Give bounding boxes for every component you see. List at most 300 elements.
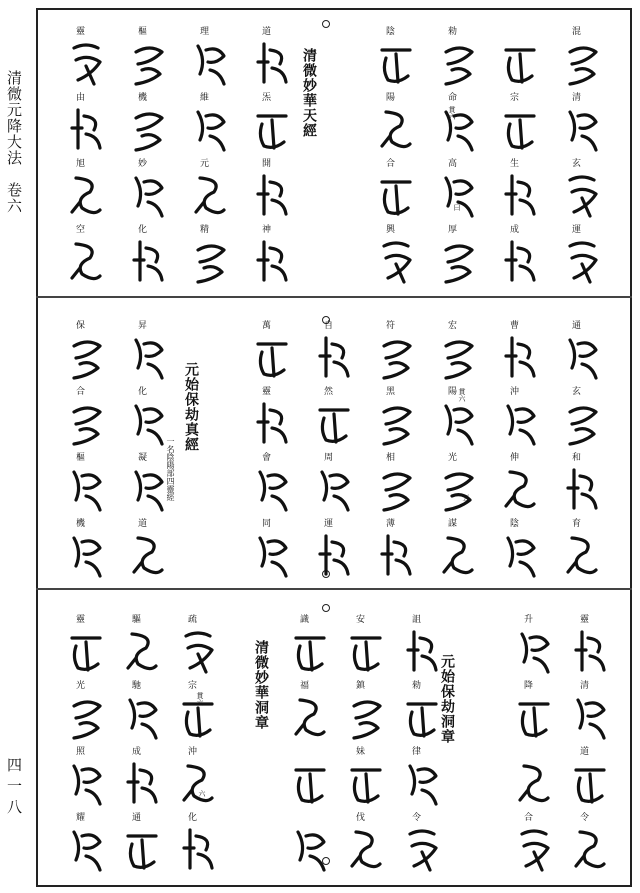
panel-divider-1 — [36, 296, 632, 298]
seal-glyph-cell — [344, 746, 390, 812]
gloss-character: 通 — [132, 813, 142, 823]
gloss-character: 和 — [572, 453, 582, 463]
talisman-glyph — [348, 628, 384, 674]
talisman-glyph — [378, 106, 414, 152]
talisman-glyph — [192, 40, 228, 86]
talisman-glyph — [68, 826, 104, 872]
seal-glyph-cell — [436, 386, 482, 452]
talisman-glyph — [516, 826, 552, 872]
panel-bottom — [38, 604, 630, 882]
seal-glyph-cell — [512, 746, 558, 812]
seal-glyph-cell — [498, 320, 544, 386]
talisman-glyph — [564, 400, 600, 446]
talisman-glyph — [180, 826, 216, 872]
talisman-glyph — [254, 238, 290, 284]
gloss-character: 陰 — [510, 519, 520, 529]
seal-glyph-cell — [188, 92, 234, 158]
gloss-character: 成 — [510, 225, 520, 235]
volume-title: 清微元降大法 卷六 — [5, 70, 23, 214]
heading-note: 一名陰陽部四靈經 — [166, 437, 175, 501]
talisman-glyph — [68, 760, 104, 806]
seal-glyph-cell — [250, 158, 296, 224]
gloss-character: 機 — [76, 519, 86, 529]
gloss-character: 萬 — [262, 321, 272, 331]
talisman-glyph — [502, 532, 538, 578]
gloss-character: 運 — [572, 225, 582, 235]
talisman-glyph — [292, 628, 328, 674]
seal-glyph-cell — [568, 812, 614, 878]
gloss-character: 馳 — [132, 681, 142, 691]
talisman-glyph — [130, 106, 166, 152]
gloss-character: 相 — [386, 453, 396, 463]
gloss-character: 炁 — [262, 93, 272, 103]
talisman-glyph — [192, 106, 228, 152]
talisman-glyph — [564, 40, 600, 86]
seal-glyph-cell — [498, 26, 544, 92]
seal-glyph-cell — [312, 452, 358, 518]
talisman-glyph — [68, 628, 104, 674]
panel-heading: 元始保劫真經 — [183, 362, 199, 452]
margin-mark: 貫六 — [458, 388, 466, 402]
seal-glyph-cell — [436, 518, 482, 584]
talisman-glyph — [68, 172, 104, 218]
gloss-character: 精 — [200, 225, 210, 235]
talisman-glyph — [564, 334, 600, 380]
talisman-glyph — [502, 40, 538, 86]
talisman-glyph — [378, 172, 414, 218]
gloss-character: 化 — [138, 387, 148, 397]
gloss-character: 道 — [138, 519, 148, 529]
gloss-character: 旭 — [76, 159, 86, 169]
gloss-character: 光 — [448, 453, 458, 463]
talisman-glyph — [192, 172, 228, 218]
seal-glyph-cell — [436, 158, 482, 224]
seal-glyph-cell — [120, 614, 166, 680]
seal-glyph-cell — [512, 614, 558, 680]
talisman-glyph — [572, 760, 608, 806]
seal-glyph-cell — [64, 452, 110, 518]
seal-glyph-cell — [374, 386, 420, 452]
seal-glyph-cell — [374, 320, 420, 386]
panel-top — [38, 18, 630, 294]
seal-glyph-cell — [126, 26, 172, 92]
seal-glyph-cell — [64, 158, 110, 224]
gloss-character: 由 — [76, 93, 86, 103]
talisman-glyph — [440, 532, 476, 578]
gloss-character: 照 — [76, 747, 86, 757]
gloss-character: 周 — [324, 453, 334, 463]
seal-glyph-cell — [374, 452, 420, 518]
seal-glyph-cell — [512, 812, 558, 878]
seal-glyph-cell — [64, 614, 110, 680]
seal-glyph-cell — [436, 320, 482, 386]
gloss-character: 黑 — [386, 387, 396, 397]
gloss-character: 道 — [580, 747, 590, 757]
gloss-character: 開 — [262, 159, 272, 169]
seal-glyph-cell — [126, 158, 172, 224]
gloss-character: 陰 — [386, 27, 396, 37]
seal-glyph-cell — [250, 26, 296, 92]
gloss-character: 會 — [262, 453, 272, 463]
seal-glyph-cell — [560, 386, 606, 452]
talisman-glyph — [68, 466, 104, 512]
seal-glyph-cell — [188, 26, 234, 92]
talisman-glyph — [254, 40, 290, 86]
gloss-character: 玄 — [572, 159, 582, 169]
seal-glyph-cell — [498, 158, 544, 224]
talisman-glyph — [440, 40, 476, 86]
talisman-glyph — [378, 238, 414, 284]
margin-mark: 五 — [462, 494, 470, 501]
gloss-character: 妙 — [138, 159, 148, 169]
gloss-character: 合 — [386, 159, 396, 169]
seal-glyph-cell — [436, 224, 482, 290]
seal-glyph-cell — [400, 614, 446, 680]
gloss-character: 機 — [138, 93, 148, 103]
gloss-character: 識 — [300, 615, 310, 625]
talisman-glyph — [404, 760, 440, 806]
seal-glyph-cell — [400, 812, 446, 878]
seal-glyph-cell — [312, 320, 358, 386]
gloss-character: 道 — [262, 27, 272, 37]
gloss-character: 元 — [200, 159, 210, 169]
talisman-glyph — [130, 334, 166, 380]
talisman-glyph — [192, 238, 228, 284]
talisman-glyph — [254, 532, 290, 578]
talisman-glyph — [502, 106, 538, 152]
talisman-glyph — [440, 172, 476, 218]
talisman-glyph — [124, 826, 160, 872]
seal-glyph-cell — [560, 518, 606, 584]
gloss-character: 勑 — [448, 27, 458, 37]
gloss-character: 厚 — [448, 225, 458, 235]
seal-glyph-cell — [250, 224, 296, 290]
seal-glyph-cell — [126, 386, 172, 452]
seal-glyph-cell — [498, 386, 544, 452]
seal-glyph-cell — [188, 158, 234, 224]
gloss-character: 昇 — [138, 321, 148, 331]
panel-heading: 清微妙華洞章 — [253, 640, 269, 730]
gloss-character: 靈 — [262, 387, 272, 397]
gloss-character: 理 — [200, 27, 210, 37]
gloss-character: 符 — [386, 321, 396, 331]
seal-glyph-cell — [64, 680, 110, 746]
panel-divider-2 — [36, 588, 632, 590]
seal-glyph-cell — [250, 92, 296, 158]
talisman-glyph — [572, 826, 608, 872]
talisman-glyph — [502, 172, 538, 218]
panel-middle — [38, 312, 630, 586]
talisman-glyph — [404, 694, 440, 740]
seal-glyph-cell — [498, 224, 544, 290]
talisman-glyph — [378, 532, 414, 578]
gloss-character: 曹 — [510, 321, 520, 331]
seal-glyph-cell — [312, 386, 358, 452]
gloss-character: 化 — [138, 225, 148, 235]
seal-glyph-cell — [288, 614, 334, 680]
talisman-glyph — [130, 400, 166, 446]
seal-glyph-cell — [560, 26, 606, 92]
talisman-glyph — [404, 826, 440, 872]
talisman-glyph — [316, 466, 352, 512]
talisman-glyph — [68, 40, 104, 86]
talisman-glyph — [68, 532, 104, 578]
talisman-glyph — [292, 694, 328, 740]
talisman-glyph — [348, 826, 384, 872]
gloss-character: 然 — [324, 387, 334, 397]
margin-mark: 曰 — [453, 204, 461, 211]
gloss-character: 光 — [76, 681, 86, 691]
seal-glyph-cell — [374, 26, 420, 92]
talisman-glyph — [348, 760, 384, 806]
seal-glyph-cell — [400, 680, 446, 746]
gloss-character: 宏 — [448, 321, 458, 331]
seal-glyph-cell — [64, 812, 110, 878]
gloss-character: 自 — [324, 321, 334, 331]
talisman-glyph — [502, 400, 538, 446]
seal-glyph-cell — [64, 26, 110, 92]
talisman-glyph — [572, 628, 608, 674]
seal-glyph-cell — [126, 452, 172, 518]
seal-glyph-cell — [400, 746, 446, 812]
gloss-character: 同 — [262, 519, 272, 529]
gloss-character: 玄 — [572, 387, 582, 397]
seal-glyph-cell — [126, 320, 172, 386]
gloss-character: 神 — [262, 225, 272, 235]
margin-mark: 六 — [198, 790, 206, 797]
talisman-glyph — [130, 40, 166, 86]
seal-glyph-cell — [512, 680, 558, 746]
gloss-character: 保 — [76, 321, 86, 331]
gloss-character: 命 — [448, 93, 458, 103]
gloss-character: 靈 — [76, 27, 86, 37]
seal-glyph-cell — [568, 680, 614, 746]
seal-glyph-cell — [374, 518, 420, 584]
talisman-glyph — [316, 400, 352, 446]
gloss-character: 薄 — [386, 519, 396, 529]
talisman-glyph — [124, 694, 160, 740]
gloss-character: 令 — [580, 813, 590, 823]
seal-glyph-cell — [560, 224, 606, 290]
gloss-character: 驅 — [132, 615, 142, 625]
seal-glyph-cell — [288, 812, 334, 878]
talisman-glyph — [130, 172, 166, 218]
gloss-character: 妹 — [356, 747, 366, 757]
seal-glyph-cell — [436, 452, 482, 518]
margin-mark: 貫六 — [448, 106, 456, 120]
gloss-character: 樞 — [138, 27, 148, 37]
talisman-glyph — [564, 106, 600, 152]
seal-glyph-cell — [176, 680, 222, 746]
panel-heading-2: 元始保劫洞章 — [439, 654, 455, 744]
gloss-character: 靈 — [76, 615, 86, 625]
talisman-glyph — [572, 694, 608, 740]
seal-glyph-cell — [120, 746, 166, 812]
gloss-character: 育 — [572, 519, 582, 529]
seal-glyph-cell — [126, 92, 172, 158]
seal-glyph-cell — [498, 452, 544, 518]
talisman-glyph — [378, 466, 414, 512]
seal-glyph-cell — [436, 26, 482, 92]
gloss-character: 鎮 — [356, 681, 366, 691]
seal-glyph-cell — [120, 812, 166, 878]
seal-glyph-cell — [64, 386, 110, 452]
seal-glyph-cell — [126, 518, 172, 584]
gloss-character: 律 — [412, 747, 422, 757]
gloss-character: 升 — [524, 615, 534, 625]
seal-glyph-cell — [568, 614, 614, 680]
page-number: 四一八 — [5, 757, 23, 820]
seal-glyph-cell — [288, 680, 334, 746]
talisman-glyph — [440, 400, 476, 446]
seal-glyph-cell — [120, 680, 166, 746]
talisman-glyph — [378, 400, 414, 446]
seal-glyph-cell — [498, 92, 544, 158]
talisman-glyph — [254, 400, 290, 446]
talisman-glyph — [180, 760, 216, 806]
gloss-character: 生 — [510, 159, 520, 169]
gloss-character: 合 — [76, 387, 86, 397]
talisman-glyph — [68, 238, 104, 284]
talisman-glyph — [254, 466, 290, 512]
talisman-glyph — [502, 334, 538, 380]
talisman-glyph — [440, 334, 476, 380]
seal-glyph-cell — [188, 224, 234, 290]
gloss-character: 宗 — [188, 681, 198, 691]
talisman-glyph — [440, 466, 476, 512]
seal-glyph-cell — [250, 518, 296, 584]
talisman-glyph — [316, 334, 352, 380]
talisman-glyph — [292, 826, 328, 872]
gloss-character: 樞 — [76, 453, 86, 463]
seal-glyph-cell — [64, 224, 110, 290]
gloss-character: 沖 — [510, 387, 520, 397]
talisman-glyph — [180, 694, 216, 740]
talisman-glyph — [378, 40, 414, 86]
gloss-character: 詛 — [412, 615, 422, 625]
seal-glyph-cell — [64, 320, 110, 386]
talisman-glyph — [404, 628, 440, 674]
seal-glyph-cell — [498, 518, 544, 584]
seal-glyph-cell — [176, 746, 222, 812]
seal-glyph-cell — [374, 158, 420, 224]
seal-glyph-cell — [64, 746, 110, 812]
talisman-glyph — [440, 238, 476, 284]
gloss-character: 陽 — [386, 93, 396, 103]
gloss-character: 宗 — [510, 93, 520, 103]
gloss-character: 沖 — [188, 747, 198, 757]
talisman-glyph — [124, 760, 160, 806]
gloss-character: 空 — [76, 225, 86, 235]
talisman-glyph — [564, 532, 600, 578]
talisman-glyph — [516, 760, 552, 806]
gloss-character: 清 — [572, 93, 582, 103]
seal-glyph-cell — [250, 320, 296, 386]
talisman-glyph — [130, 532, 166, 578]
seal-glyph-cell — [312, 518, 358, 584]
talisman-glyph — [68, 400, 104, 446]
gloss-character: 降 — [524, 681, 534, 691]
seal-glyph-cell — [250, 452, 296, 518]
seal-glyph-cell — [560, 92, 606, 158]
seal-glyph-cell — [560, 158, 606, 224]
gloss-character: 成 — [132, 747, 142, 757]
talisman-glyph — [316, 532, 352, 578]
talisman-glyph — [68, 106, 104, 152]
talisman-glyph — [292, 760, 328, 806]
gloss-character: 勑 — [412, 681, 422, 691]
seal-glyph-cell — [64, 92, 110, 158]
talisman-glyph — [254, 106, 290, 152]
gloss-character: 運 — [324, 519, 334, 529]
panel-heading: 清微妙華天經 — [301, 48, 317, 138]
talisman-glyph — [180, 628, 216, 674]
talisman-glyph — [502, 238, 538, 284]
gloss-character: 陽 — [448, 387, 458, 397]
seal-glyph-cell — [176, 614, 222, 680]
talisman-glyph — [378, 334, 414, 380]
seal-glyph-cell — [374, 224, 420, 290]
gloss-character: 通 — [572, 321, 582, 331]
seal-glyph-cell — [374, 92, 420, 158]
talisman-glyph — [68, 694, 104, 740]
gloss-character: 合 — [524, 813, 534, 823]
talisman-glyph — [130, 238, 166, 284]
talisman-glyph — [564, 172, 600, 218]
gloss-character: 凝 — [138, 453, 148, 463]
talisman-glyph — [124, 628, 160, 674]
gloss-character: 化 — [188, 813, 198, 823]
talisman-glyph — [564, 466, 600, 512]
gloss-character: 維 — [200, 93, 210, 103]
seal-glyph-cell — [560, 452, 606, 518]
talisman-glyph — [68, 334, 104, 380]
seal-glyph-cell — [344, 680, 390, 746]
talisman-glyph — [348, 694, 384, 740]
gloss-character: 安 — [356, 615, 366, 625]
gloss-character: 疏 — [188, 615, 198, 625]
gloss-character: 興 — [386, 225, 396, 235]
gloss-character: 謀 — [448, 519, 458, 529]
gloss-character: 清 — [580, 681, 590, 691]
seal-glyph-cell — [560, 320, 606, 386]
talisman-glyph — [254, 334, 290, 380]
gloss-character: 令 — [412, 813, 422, 823]
gloss-character: 靈 — [580, 615, 590, 625]
gloss-character: 耀 — [76, 813, 86, 823]
gloss-character: 混 — [572, 27, 582, 37]
seal-glyph-cell — [250, 386, 296, 452]
seal-glyph-cell — [126, 224, 172, 290]
talisman-glyph — [440, 106, 476, 152]
margin-mark: 貫六 — [196, 692, 204, 706]
talisman-glyph — [254, 172, 290, 218]
seal-glyph-cell — [344, 614, 390, 680]
talisman-glyph — [564, 238, 600, 284]
seal-glyph-cell — [344, 812, 390, 878]
seal-glyph-cell — [436, 92, 482, 158]
gloss-character: 福 — [300, 681, 310, 691]
seal-glyph-cell — [568, 746, 614, 812]
gloss-character: 高 — [448, 159, 458, 169]
talisman-glyph — [130, 466, 166, 512]
seal-glyph-cell — [176, 812, 222, 878]
talisman-glyph — [516, 694, 552, 740]
gloss-character: 伸 — [510, 453, 520, 463]
talisman-glyph — [516, 628, 552, 674]
seal-glyph-cell — [64, 518, 110, 584]
gloss-character: 伐 — [356, 813, 366, 823]
